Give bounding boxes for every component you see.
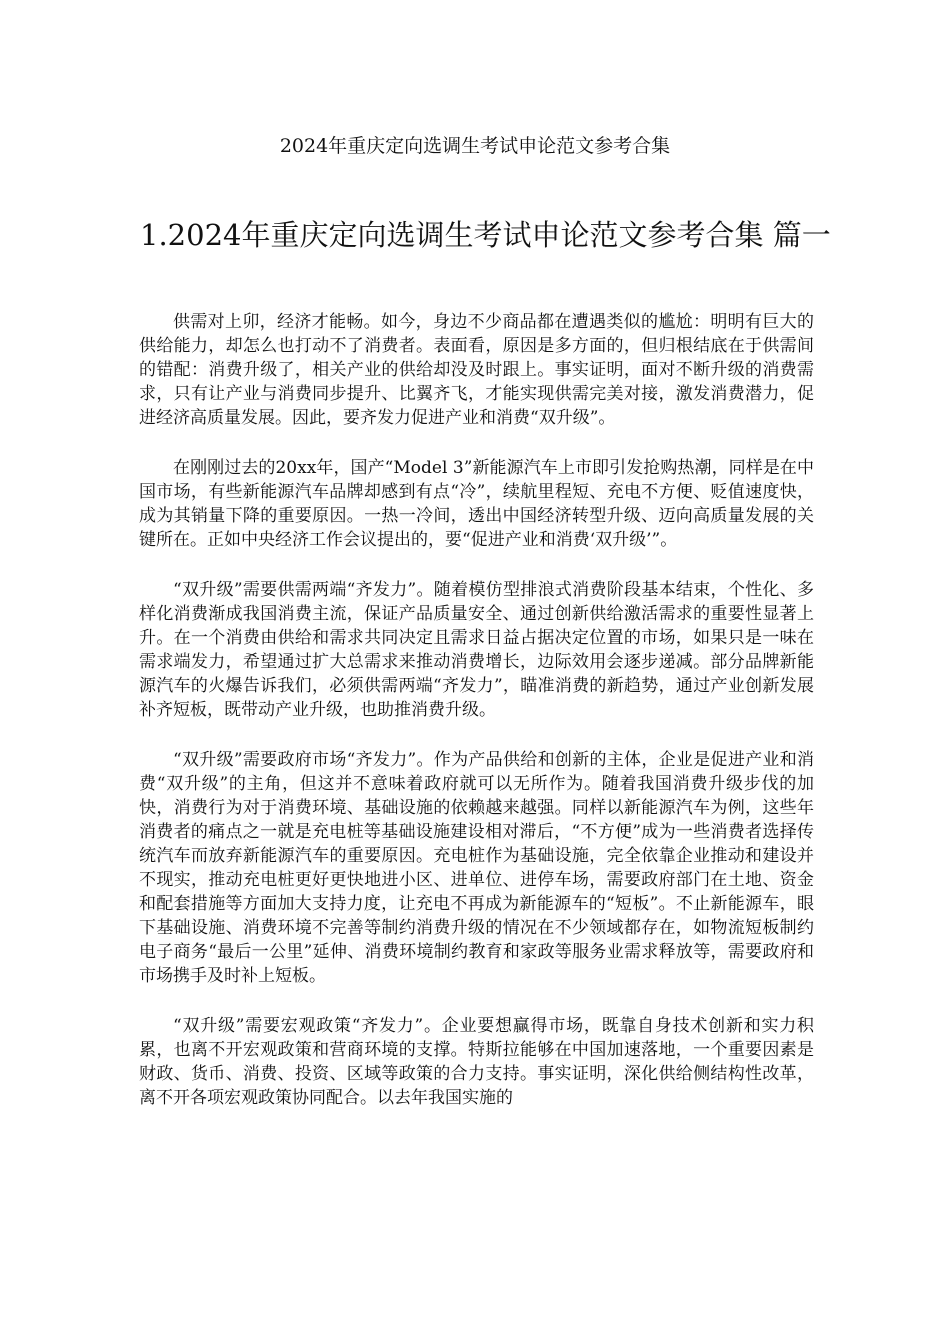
paragraph-3: “双升级”需要供需两端“齐发力”。随着模仿型排浪式消费阶段基本结束，个性化、多样化消费渐成我国消费主流，保证产品质量安全、通过创新供给激活需求的重要性显著上升。在一个消费由供给和需求共同决定且需求日益占据决定位置的市场，如果只是一味在需求端发力，希望通过扩大总需求来推动消费增长，边际效用会逐步递减。部分品牌新能源汽车的火爆告诉我们，必须供需两端“齐发力”，瞄准消费的新趋势，通过产业创新发展补齐短板，既带动产业升级，也助推消费升级。 xyxy=(139,580,814,720)
paragraph-2: 在刚刚过去的20xx年，国产“Model 3”新能源汽车上市即引发抢购热潮，同样是在中国市场，有些新能源汽车品牌却感到有点“冷”，续航里程短、充电不方便、贬值速度快，成为其销量下降的重要原因。一热一冷间，透出中国经济转型升级、迈向高质量发展的关键所在。正如中央经济工作会议提出的，要“促进产业和消费‘双升级’”。 xyxy=(139,458,814,550)
paragraph-1: 供需对上卯，经济才能畅。如今，身边不少商品都在遭遇类似的尴尬：明明有巨大的供给能力，却怎么也打动不了消费者。表面看，原因是多方面的，但归根结底在于供需间的错配：消费升级了，相关产业的供给却没及时跟上。事实证明，面对不断升级的消费需求，只有让产业与消费同步提升、比翼齐飞，才能实现供需完美对接，激发消费潜力，促进经济高质量发展。因此，要齐发力促进产业和消费“双升级”。 xyxy=(139,312,814,428)
section-heading: 1.2024年重庆定向选调生考试申论范文参考合集 篇一 xyxy=(140,218,831,252)
document-body xyxy=(139,310,814,1136)
paragraph-4: “双升级”需要政府市场“齐发力”。作为产品供给和创新的主体，企业是促进产业和消费“双升级”的主角，但这并不意味着政府就可以无所作为。随着我国消费升级步伐的加快，消费行为对于消费环境、基础设施的依赖越来越强。同样以新能源汽车为例，这些年消费者的痛点之一就是充电桩等基础设施建设相对滞后，“不方便”成为一些消费者选择传统汽车而放弃新能源汽车的重要原因。充电桩作为基础设施，完全依靠企业推动和建设并不现实，推动充电桩更好更快地进小区、进单位、进停车场，需要政府部门在土地、资金和配套措施等方面加大支持力度，让充电不再成为新能源车的“短板”。不止新能源车，眼下基础设施、消费环境不完善等制约消费升级的情况在不少领域都存在，如物流短板制约电子商务“最后一公里”延伸、消费环境制约教育和家政等服务业需求释放等，需要政府和市场携手及时补上短板。 xyxy=(139,750,814,986)
document-title: 2024年重庆定向选调生考试申论范文参考合集 xyxy=(279,135,671,157)
paragraph-5: “双升级”需要宏观政策“齐发力”。企业要想赢得市场，既靠自身技术创新和实力积累，也离不开宏观政策和营商环境的支撑。特斯拉能够在中国加速落地，一个重要因素是财政、货币、消费、投资、区域等政策的合力支持。事实证明，深化供给侧结构性改革，离不开各项宏观政策协同配合。以去年我国实施的 xyxy=(139,1016,814,1108)
